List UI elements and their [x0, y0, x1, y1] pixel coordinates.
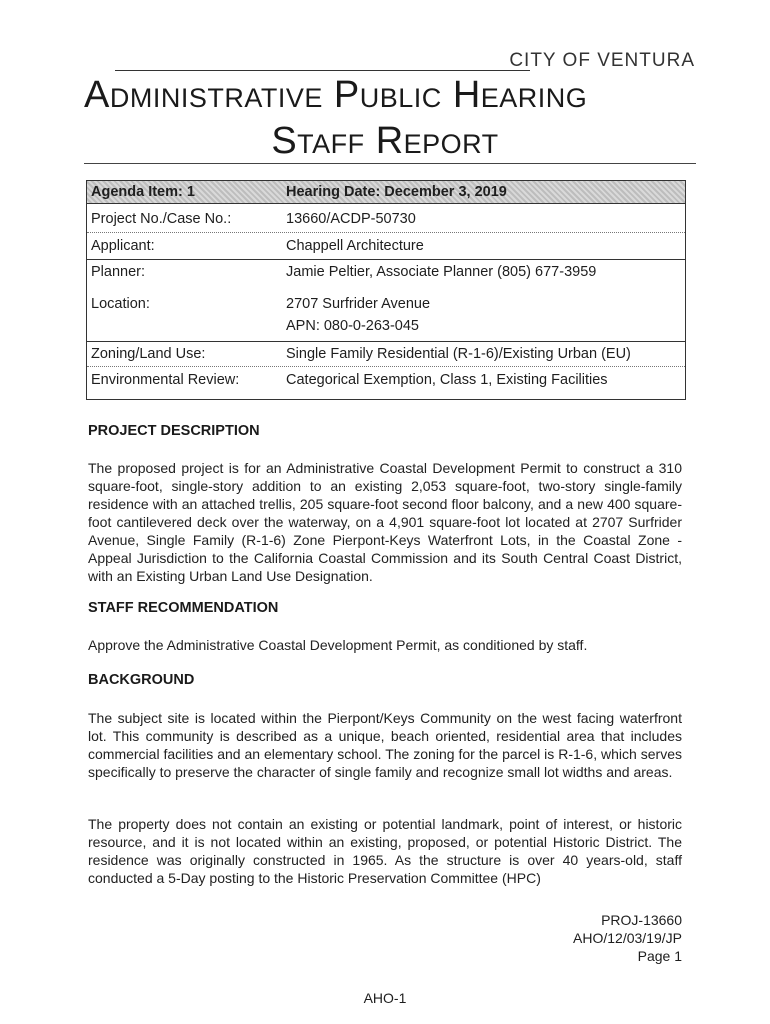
table-divider	[87, 259, 685, 260]
table-divider	[87, 203, 685, 204]
report-title-line2: Staff Report	[271, 120, 499, 162]
header-rule	[115, 70, 530, 71]
table-divider	[87, 232, 685, 233]
background-text-2: The property does not contain an existing or potential landmark, point of interest, or historic resource, and it is not located within an existing, proposed, or potential Historic District. The residence was originally constructed in 1965. As the structure is over 40 years-old, staff conducted a 5-Day posting to the Historic Preservation Committee (HPC)	[88, 816, 682, 886]
row-value: Single Family Residential (R-1-6)/Existing Urban (EU)	[286, 346, 631, 362]
section-heading-project-description: PROJECT DESCRIPTION	[88, 423, 260, 439]
row-value: Categorical Exemption, Class 1, Existing Facilities	[286, 372, 608, 388]
staff-recommendation-text: Approve the Administrative Coastal Development Permit, as conditioned by staff.	[88, 637, 588, 653]
agenda-item: Agenda Item: 1	[91, 184, 195, 200]
document-reference	[573, 911, 682, 965]
row-value-apn: APN: 080-0-263-045	[286, 318, 419, 334]
row-label: Applicant:	[91, 238, 155, 254]
report-title-line1: Administrative Public Hearing	[84, 74, 588, 116]
background-text-1: The subject site is located within the Pierpont/Keys Community on the west facing waterfront lot. This community is described as a unique, beach oriented, residential area that includes commercial facilities and an elementary school. The zoning for the parcel is R-1-6, which serves specifically to preserve the character of single family and recognize small lot widths and areas.	[88, 710, 682, 780]
hearing-date: Hearing Date: December 3, 2019	[286, 184, 507, 200]
page-number: Page 1	[637, 948, 682, 964]
row-label: Project No./Case No.:	[91, 211, 232, 227]
city-name: CITY OF VENTURA	[509, 50, 695, 71]
section-heading-background: BACKGROUND	[88, 672, 195, 688]
aho-page-label: AHO-1	[363, 990, 407, 1006]
table-divider	[87, 366, 685, 367]
table-divider	[87, 341, 685, 342]
row-label: Environmental Review:	[91, 372, 240, 388]
row-label: Zoning/Land Use:	[91, 346, 206, 362]
row-label: Location:	[91, 296, 150, 312]
project-description-text: The proposed project is for an Administrative Coastal Development Permit to construct a 310 square-foot, single-story addition to an existing 2,053 square-foot, two-story single-family residence with an attached trellis, 205 square-foot second floor balcony, and a new 400 square-foot cantilevered deck over the waterway, on a 4,901 square-foot lot located at 2707 Surfrider Avenue, Single Family (R-1-6) Zone Pierpont-Keys Waterfront Lots, in the Coastal Zone - Appeal Jurisdiction to the California Coastal Commission and its South Central Coast District, with an Existing Urban Land Use Designation.	[88, 460, 682, 584]
row-value: Jamie Peltier, Associate Planner (805) 677-3959	[286, 264, 597, 280]
row-value: Chappell Architecture	[286, 238, 424, 254]
hearing-info-table	[86, 180, 686, 400]
row-value: 2707 Surfrider Avenue	[286, 296, 431, 312]
project-number: PROJ-13660	[601, 912, 682, 928]
table-header-row	[87, 181, 685, 203]
title-rule	[84, 163, 696, 164]
row-label: Planner:	[91, 264, 146, 280]
section-heading-staff-recommendation: STAFF RECOMMENDATION	[88, 600, 279, 616]
row-value: 13660/ACDP-50730	[286, 211, 416, 227]
document-code: AHO/12/03/19/JP	[573, 930, 682, 946]
